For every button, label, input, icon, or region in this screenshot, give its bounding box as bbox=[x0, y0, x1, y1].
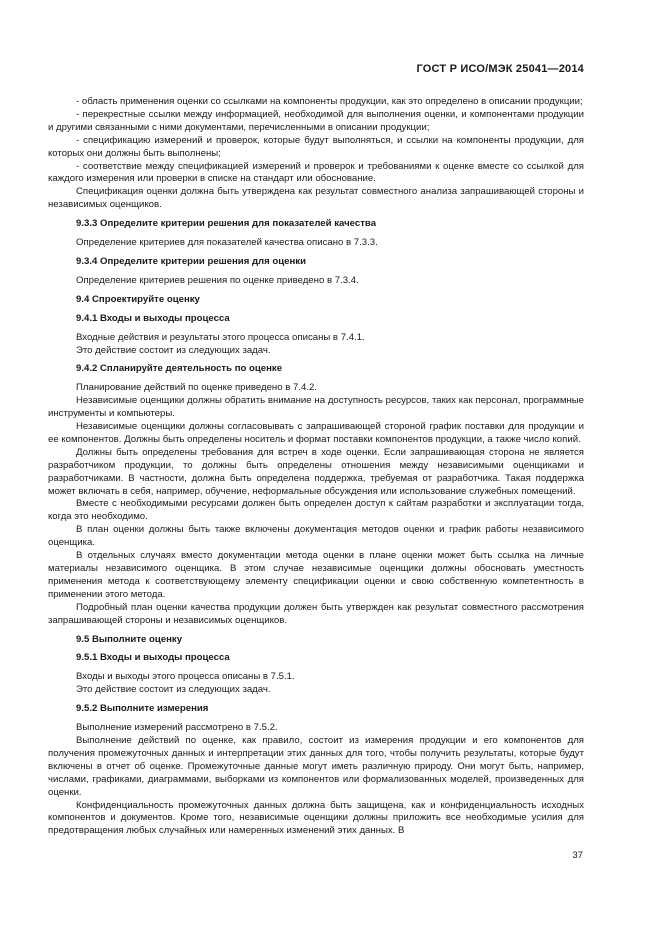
section-heading-9-5-2: 9.5.2 Выполните измерения bbox=[76, 703, 209, 715]
section-heading-9-4-1: 9.4.1 Входы и выходы процесса bbox=[76, 312, 230, 324]
paragraph: Спецификация оценки должна быть утверждена как результат совместного анализа запрашивающей стороны и независимых оценщиков. bbox=[48, 186, 584, 211]
section-heading-9-3-4: 9.3.4 Определите критерии решения для оценки bbox=[76, 255, 307, 267]
page-body bbox=[48, 96, 584, 838]
page-number: 37 bbox=[572, 850, 583, 861]
section-heading-9-5-1: 9.5.1 Входы и выходы процесса bbox=[76, 652, 230, 664]
section-heading-9-4-2: 9.4.2 Спланируйте деятельность по оценке bbox=[76, 363, 283, 375]
paragraph: Определение критериев для показателей качества описано в 7.3.3. bbox=[76, 237, 378, 249]
paragraph: Выполнение действий по оценке, как правило, состоит из измерения продукции и его компонентов для получения промежуточных данных и интерпретации этих данных для того, чтобы получить результаты, которые будут включены в отчет об оценке. Промежуточные данные могут иметь различную природу. Они могут быть, например, числами, графиками, диаграммами, выборками из компонентов или формализованных моделей, произведенных для оценки. bbox=[48, 734, 584, 798]
paragraph: Определение критериев решения по оценке приведено в 7.3.4. bbox=[76, 274, 359, 286]
paragraph: Независимые оценщики должны согласовывать с запрашивающей стороной график поставки для продукции и ее компонентов. Должны быть определены носитель и формат поставки компонентов продукции, а также число копий. bbox=[48, 421, 584, 445]
list-item: - спецификацию измерений и проверок, которые будут выполняться, и ссылки на компоненты продукции, для которых они должны быть выполнены; bbox=[48, 134, 584, 159]
section-heading-9-5: 9.5 Выполните оценку bbox=[76, 633, 183, 645]
list-item: - перекрестные ссылки между информацией, необходимой для выполнения оценки, и компонентами продукции и другими связанными с ними документами, перечисленными в описании продукции; bbox=[48, 108, 584, 133]
paragraph: Конфиденциальность промежуточных данных должна быть защищена, как и конфиденциальность исходных компонентов и документов. Кроме того, независимые оценщики должны приложить все необходимые усилия для предотвращения любых случайных или намеренных изменений этих данных. В bbox=[48, 799, 584, 837]
list-item: - соответствие между спецификацией измерений и проверок и требованиями к оценке вместе со ссылкой для каждого измерения или проверки в списке на стандарт или обоснование. bbox=[48, 160, 584, 185]
paragraph: Вместе с необходимыми ресурсами должен быть определен доступ к сайтам разработки и эксплуатации тогда, когда это необходимо. bbox=[48, 498, 584, 523]
paragraph: Планирование действий по оценке приведено в 7.4.2. bbox=[76, 382, 317, 394]
paragraph: В план оценки должны быть также включены документация методов оценки и график работы независимого оценщика. bbox=[48, 524, 584, 549]
section-heading-9-3-3: 9.3.3 Определите критерии решения для показателей качества bbox=[76, 218, 377, 230]
paragraph: Выполнение измерений рассмотрено в 7.5.2. bbox=[76, 722, 278, 734]
paragraph: Входные действия и результаты этого процесса описаны в 7.4.1. bbox=[76, 331, 365, 343]
paragraph: Подробный план оценки качества продукции должен быть утвержден как результат совместного рассмотрения запрашивающей стороны и независимых оценщиков. bbox=[48, 601, 584, 626]
paragraph: Должны быть определены требования для встреч в ходе оценки. Если запрашивающая сторона не является разработчиком продукции, то должны быть определены отношения между независимыми оценщиками и разработчиками. В частности, должна быть определена поддержка, требуемая от разработчика. Такая поддержка может включать в себя, например, обучение, неформальные обсуждения или использование служебных помещений. bbox=[48, 446, 584, 497]
paragraph: Это действие состоит из следующих задач. bbox=[76, 344, 271, 356]
paragraph: Это действие состоит из следующих задач. bbox=[76, 684, 271, 696]
section-heading-9-4: 9.4 Спроектируйте оценку bbox=[76, 293, 200, 305]
paragraph: Независимые оценщики должны обратить внимание на доступность ресурсов, таких как персонал, программные инструменты и компьютеры. bbox=[48, 395, 584, 420]
paragraph: Входы и выходы этого процесса описаны в 7.5.1. bbox=[76, 671, 295, 683]
document-header: ГОСТ Р ИСО/МЭК 25041—2014 bbox=[416, 63, 584, 75]
paragraph: В отдельных случаях вместо документации метода оценки в плане оценки может быть ссылка на личные материалы независимого оценщика. В этом случае независимые оценщики должны обосновать уместность применения метода к соответствующему элементу спецификации оценки и свою собственную компетентность в применении этого метода. bbox=[48, 550, 584, 600]
list-item: - область применения оценки со ссылками на компоненты продукции, как это определено в описании продукции; bbox=[76, 96, 583, 107]
